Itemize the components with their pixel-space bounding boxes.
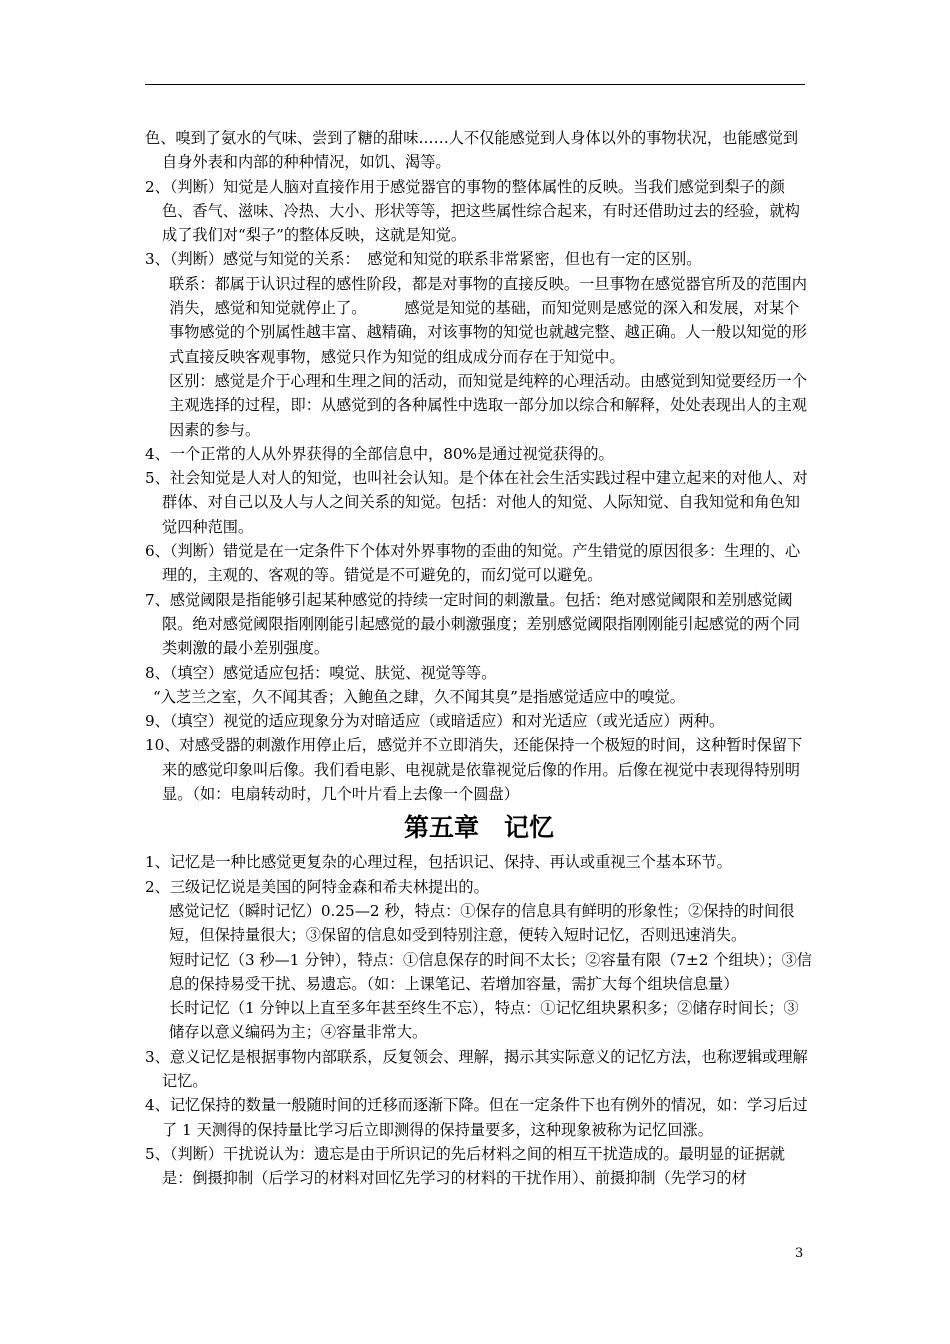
paragraph: 9、（填空）视觉的适应现象分为对暗适应（或暗适应）和对光适应（或光适应）两种。 bbox=[145, 712, 725, 731]
paragraph: 4、一个正常的人从外界获得的全部信息中，80%是通过视觉获得的。 bbox=[145, 444, 614, 463]
paragraph: 短时记忆（3 秒—1 分钟），特点：①信息保存的时间不太长；②容量有限（7±2 个组块）；③信息的保持易受干扰、易遗忘。（如：上课笔记、若增加容量，需扩大每个组块信息量） bbox=[169, 950, 812, 993]
paragraph: 5、社会知觉是人对人的知觉，也叫社会认知。是个体在社会生活实践过程中建立起来的对他人、对群体、对自己以及人与人之间关系的知觉。包括：对他人的知觉、人际知觉、自我知觉和角色知觉四种范围。 bbox=[145, 469, 808, 536]
paragraph: 10、对感受器的刺激作用停止后，感觉并不立即消失，还能保持一个极短的时间，这种暂时保留下来的感觉印象叫后像。我们看电影、电视就是依靠视觉后像的作用。后像在视觉中表现得特别明显。（如：电扇转动时，几个叶片看上去像一个圆盘） bbox=[145, 736, 803, 804]
paragraph: 联系：都属于认识过程的感性阶段，都是对事物的直接反映。一旦事物在感觉器官所及的范围内消失，感觉和知觉就停止了。 感觉是知觉的基础，而知觉则是感觉的深入和发展，对某个事物感觉的个别属性越丰富、越精确，对该事物的知觉也就越完整、越正确。人一般以知觉的形式直接反映客观事物，感觉只作为知觉的组成成分而存在于知觉中。 bbox=[169, 274, 807, 366]
paragraph: 4、记忆保持的数量一般随时间的迁移而逐渐下降。但在一定条件下也有例外的情况，如：学习后过了 1 天测得的保持量比学习后立即测得的保持量要多，这种现象被称为记忆回涨。 bbox=[145, 1096, 808, 1139]
paragraph: 3、意义记忆是根据事物内部联系，反复领会、理解，揭示其实际意义的记忆方法，也称逻辑或理解记忆。 bbox=[145, 1047, 808, 1090]
chapter-title: 第五章 记忆 bbox=[403, 813, 554, 843]
paragraph: 色、嗅到了氨水的气味、尝到了糖的甜味……人不仅能感觉到人身体以外的事物状况，也能感觉到自身外表和内部的种种情况，如饥、渴等。 bbox=[145, 129, 799, 172]
page-number: 3 bbox=[795, 1246, 804, 1261]
paragraph: 1、记忆是一种比感觉更复杂的心理过程，包括识记、保持、再认或重视三个基本环节。 bbox=[145, 853, 732, 872]
paragraph: 区别：感觉是介于心理和生理之间的活动，而知觉是纯粹的心理活动。由感觉到知觉要经历一个主观选择的过程，即：从感觉到的各种属性中选取一部分加以综合和解释，处处表现出人的主观因素的参与。 bbox=[169, 371, 807, 439]
paragraph: 5、（判断）干扰说认为：遗忘是由于所识记的先后材料之间的相互干扰造成的。最明显的证据就是：倒摄抑制（后学习的材料对回忆先学习的材料的干扰作用）、前摄抑制（先学习的材 bbox=[145, 1144, 785, 1188]
paragraph: 3、（判断）感觉与知觉的关系： 感觉和知觉的联系非常紧密，但也有一定的区别。 bbox=[145, 250, 702, 269]
paragraph: 长时记忆（1 分钟以上直至多年甚至终生不忘），特点：①记忆组块累积多；②储存时间长；③储存以意义编码为主；④容量非常大。 bbox=[169, 999, 799, 1042]
paragraph: 7、感觉阈限是指能够引起某种感觉的持续一定时间的刺激量。包括：绝对感觉阈限和差别感觉阈限。绝对感觉阈限指刚刚能引起感觉的最小刺激强度；差别感觉阈限指刚刚能引起感觉的两个同类刺激的最小差别强度。 bbox=[145, 590, 800, 658]
paragraph: 感觉记忆（瞬时记忆）0.25—2 秒，特点：①保存的信息具有鲜明的形象性；②保持的时间很短，但保持量很大；③保留的信息如受到特别注意，便转入短时记忆，否则迅速消失。 bbox=[169, 901, 795, 945]
paragraph: 2、三级记忆说是美国的阿特金森和希夫林提出的。 bbox=[145, 877, 489, 896]
page-content bbox=[145, 126, 813, 1190]
paragraph: “入芝兰之室，久不闻其香；入鲍鱼之肆，久不闻其臭”是指感觉适应中的嗅觉。 bbox=[153, 687, 685, 706]
paragraph: 8、（填空）感觉适应包括：嗅觉、肤觉、视觉等等。 bbox=[145, 663, 497, 682]
header-rule bbox=[145, 84, 805, 85]
paragraph: 6、（判断）错觉是在一定条件下个体对外界事物的歪曲的知觉。产生错觉的原因很多：生理的、心理的，主观的、客观的等。错觉是不可避免的，而幻觉可以避免。 bbox=[145, 542, 801, 585]
paragraph: 2、（判断）知觉是人脑对直接作用于感觉器官的事物的整体属性的反映。当我们感觉到梨子的颜色、香气、滋味、冷热、大小、形状等等，把这些属性综合起来，有时还借助过去的经验，就构成了我们对“梨子”的整体反映，这就是知觉。 bbox=[145, 177, 800, 245]
